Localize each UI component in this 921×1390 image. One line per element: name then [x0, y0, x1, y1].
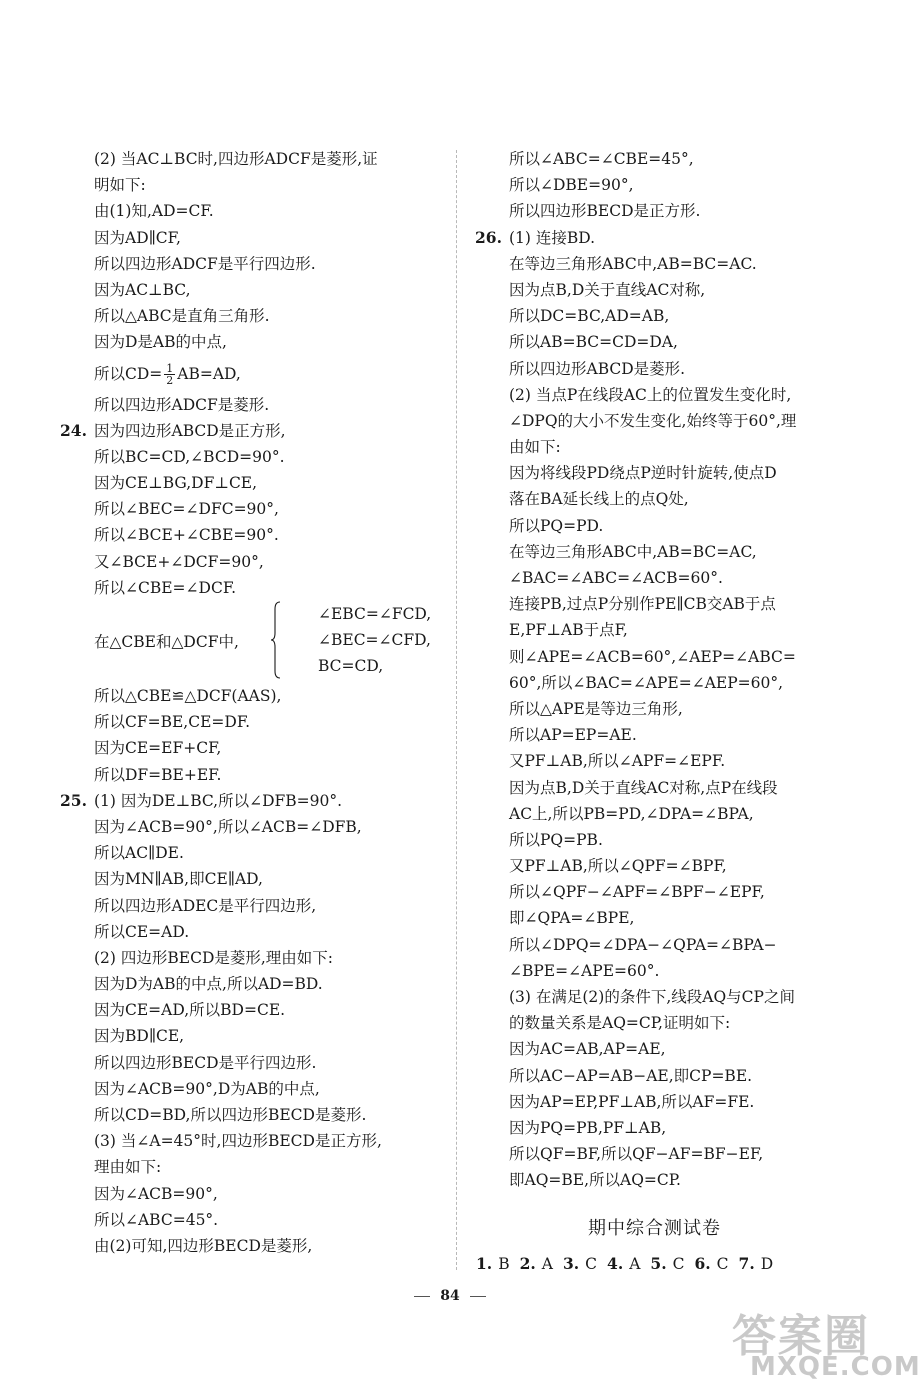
- answer-choice: C: [672, 1255, 685, 1273]
- text-line: 所以∠BEC=∠DFC=90°,: [94, 500, 279, 519]
- section-title: 期中综合测试卷: [588, 1218, 721, 1239]
- text-line: 所以△ABC是直角三角形.: [94, 307, 270, 326]
- text-line: 所以四边形BECD是平行四边形.: [94, 1053, 317, 1072]
- answer-number: 2.: [519, 1254, 536, 1273]
- text-line: 因为将线段PD绕点P逆时针旋转,使点D: [509, 464, 777, 483]
- text-line: 明如下:: [94, 176, 146, 195]
- answer-number: 5.: [650, 1254, 667, 1273]
- text-line: 所以BC=CD,∠BCD=90°.: [94, 447, 285, 466]
- text-line: (3) 当∠A=45°时,四边形BECD是正方形,: [94, 1132, 382, 1151]
- answer-choice: D: [760, 1255, 774, 1273]
- answer-item: [476, 1255, 510, 1273]
- q25-first-line: 25. (1) 因为DE⊥BC,所以∠DFB=90°.: [60, 788, 450, 814]
- text-line: 因为MN∥AB,即CE∥AD,: [94, 870, 263, 889]
- text-line: 所以四边形ADCF是平行四边形.: [94, 254, 316, 273]
- text-line: 又PF⊥AB,所以∠QPF=∠BPF,: [509, 857, 727, 876]
- text-line: 所以CE=AD.: [94, 922, 190, 941]
- text-line: 因为点B,D关于直线AC对称,: [509, 280, 706, 299]
- dash-right: [470, 1296, 486, 1297]
- text-line: 由(2)可知,四边形BECD是菱形,: [94, 1236, 313, 1255]
- question-number-24: 24.: [60, 420, 87, 440]
- answer-choice: C: [585, 1255, 598, 1273]
- text-line: 所以四边形ABCD是菱形.: [509, 359, 686, 378]
- text-line: 所以∠BCE+∠CBE=90°.: [94, 526, 279, 545]
- fraction-line: 所以CD= $\frac{1}{2}$ AB=AD,: [94, 362, 241, 387]
- text-line: 所以△APE是等边三角形,: [509, 699, 683, 718]
- right-column: [475, 146, 855, 1194]
- text-line: 因为PQ=PB,PF⊥AB,: [509, 1118, 667, 1137]
- q25-continued: [475, 146, 855, 225]
- answer-choice: B: [498, 1255, 510, 1273]
- text-line: 因为D为AB的中点,所以AD=BD.: [94, 975, 323, 994]
- q26-first-line: 26. (1) 连接BD.: [475, 225, 855, 251]
- question-number-25: 25.: [60, 790, 87, 810]
- text-line: 又∠BCE+∠DCF=90°,: [94, 552, 264, 571]
- answer-number: 7.: [738, 1254, 755, 1273]
- q24-after-lines: [60, 683, 450, 788]
- system-cases: [284, 601, 431, 679]
- column-divider: [456, 150, 457, 1270]
- fraction-one-half: $\frac{1}{2}$: [166, 362, 174, 387]
- answer-item: [739, 1255, 774, 1273]
- system-case: ∠BEC=∠CFD,: [318, 631, 431, 649]
- answer-item: [520, 1255, 553, 1273]
- text-line: ∠DPQ的大小不发生变化,始终等于60°,理: [509, 411, 797, 430]
- text-line: 因为点B,D关于直线AC对称,点P在线段: [509, 778, 778, 797]
- answer-choice: A: [541, 1255, 553, 1273]
- answer-item: [650, 1255, 684, 1273]
- text-line: 因为∠ACB=90°,所以∠ACB=∠DFB,: [94, 817, 362, 836]
- text-line: 所以∠DBE=90°,: [509, 176, 634, 195]
- text-line: 所以四边形BECD是正方形.: [509, 202, 701, 221]
- text-line: 的数量关系是AQ=CP,证明如下:: [509, 1014, 731, 1033]
- text-line: 所以CF=BE,CE=DF.: [94, 713, 251, 732]
- text-line: 因为CE=AD,所以BD=CE.: [94, 1001, 286, 1020]
- text-line: 因为BD∥CE,: [94, 1027, 185, 1046]
- q24-first-line: 24. 因为四边形ABCD是正方形,: [60, 418, 450, 444]
- text-line: 因为∠ACB=90°,D为AB的中点,: [94, 1079, 320, 1098]
- answer-key: [476, 1254, 783, 1273]
- q23-conclusion: [60, 392, 450, 418]
- answer-number: 3.: [562, 1254, 580, 1273]
- text-line: 所以PQ=PD.: [509, 516, 604, 535]
- answer-item: [694, 1255, 728, 1273]
- text-line: 因为AD∥CF,: [94, 228, 181, 247]
- text-line: 所以PQ=PB.: [509, 830, 603, 849]
- text-line: 所以CD=BD,所以四边形BECD是菱形.: [94, 1106, 367, 1124]
- text-line: 理由如下:: [94, 1158, 162, 1177]
- text-line: 由(1)知,AD=CF.: [94, 202, 214, 221]
- text-line: 所以四边形ADCF是菱形.: [94, 395, 270, 414]
- page-number: 84: [0, 1288, 900, 1304]
- text-line: 连接PB,过点P分别作PE∥CB交AB于点: [509, 595, 776, 614]
- text-line: 所以AC∥DE.: [94, 844, 184, 863]
- text-line: E,PF⊥AB于点F,: [509, 621, 628, 640]
- text-line: 则∠APE=∠ACB=60°,∠AEP=∠ABC=: [509, 647, 796, 666]
- text-line: 所以∠CBE=∠DCF.: [94, 578, 237, 597]
- text-line: 所以AP=EP=AE.: [509, 726, 637, 745]
- text-line: 又PF⊥AB,所以∠APF=∠EPF.: [509, 752, 726, 771]
- text-line: 因为CE⊥BG,DF⊥CE,: [94, 474, 258, 493]
- text-line: 所以AC−AP=AB−AE,即CP=BE.: [509, 1066, 753, 1085]
- text-line: 在等边三角形ABC中,AB=BC=AC.: [509, 254, 757, 273]
- answer-number: 4.: [607, 1254, 624, 1273]
- text-line: 即AQ=BE,所以AQ=CP.: [509, 1171, 681, 1190]
- text-line: (3) 在满足(2)的条件下,线段AQ与CP之间: [509, 988, 795, 1006]
- text-line: 因为∠ACB=90°,: [94, 1184, 218, 1203]
- answer-choice: C: [716, 1255, 729, 1273]
- watermark-logo: 答案圈 MXQE.COM: [732, 1311, 921, 1382]
- text-line: 所以DF=BE+EF.: [94, 765, 222, 784]
- answer-item: [563, 1255, 597, 1273]
- q24-lines: [60, 444, 450, 601]
- question-number-26: 26.: [475, 227, 502, 247]
- left-brace-icon: [271, 601, 281, 679]
- text-line: 因为AP=EP,PF⊥AB,所以AF=FE.: [509, 1092, 755, 1111]
- text-line: 所以∠ABC=45°.: [94, 1210, 219, 1229]
- text-line: 即∠QPA=∠BPE,: [509, 909, 635, 928]
- answer-number: 1.: [476, 1254, 493, 1273]
- text-line: 所以AB=BC=CD=DA,: [509, 333, 678, 352]
- answer-choice: A: [629, 1255, 641, 1273]
- q24-congruence-system: 在△CBE和△DCF中, ∠EBC=∠FCD, ∠BEC=∠CFD, BC=CD,: [60, 601, 450, 683]
- q23-part2-block: [60, 146, 450, 356]
- text-line: 所以DC=BC,AD=AB,: [509, 307, 670, 326]
- system-case: BC=CD,: [318, 657, 384, 675]
- text-line: 落在BA延长线上的点Q处,: [509, 490, 689, 509]
- text-line: 所以∠DPQ=∠DPA−∠QPA=∠BPA−: [509, 935, 777, 954]
- text-line: ∠BAC=∠ABC=∠ACB=60°.: [509, 569, 723, 587]
- answer-number: 6.: [694, 1254, 711, 1273]
- text-line: 在等边三角形ABC中,AB=BC=AC,: [509, 542, 757, 561]
- text-line: 因为AC=AB,AP=AE,: [509, 1040, 666, 1059]
- text-line: ∠BPE=∠APE=60°.: [509, 961, 660, 980]
- text-line: (2) 当点P在线段AC上的位置发生变化时,: [509, 385, 792, 404]
- text-line: 所以QF=BF,所以QF−AF=BF−EF,: [509, 1145, 764, 1164]
- text-line: 60°,所以∠BAC=∠APE=∠AEP=60°,: [509, 673, 784, 692]
- text-line: 因为D是AB的中点,: [94, 333, 227, 352]
- text-line: 所以∠ABC=∠CBE=45°,: [509, 150, 694, 168]
- text-line: AC上,所以PB=PD,∠DPA=∠BPA,: [509, 804, 754, 823]
- text-line: 所以∠QPF−∠APF=∠BPF−∠EPF,: [509, 883, 765, 902]
- text-line: 因为CE=EF+CF,: [94, 739, 222, 758]
- answer-item: [607, 1255, 640, 1273]
- q25-lines: [60, 814, 450, 1259]
- text-line: 由如下:: [509, 438, 561, 457]
- text-line: (2) 四边形BECD是菱形,理由如下:: [94, 948, 334, 967]
- q26-lines: [475, 251, 855, 1194]
- text-line: 因为AC⊥BC,: [94, 280, 191, 299]
- text-line: 所以四边形ADEC是平行四边形,: [94, 896, 317, 915]
- text-line: 所以△CBE≌△DCF(AAS),: [94, 687, 282, 705]
- text-line: (2) 当AC⊥BC时,四边形ADCF是菱形,证: [94, 150, 378, 168]
- left-column: [60, 146, 450, 1259]
- dash-left: [414, 1296, 430, 1297]
- system-case: ∠EBC=∠FCD,: [318, 605, 432, 623]
